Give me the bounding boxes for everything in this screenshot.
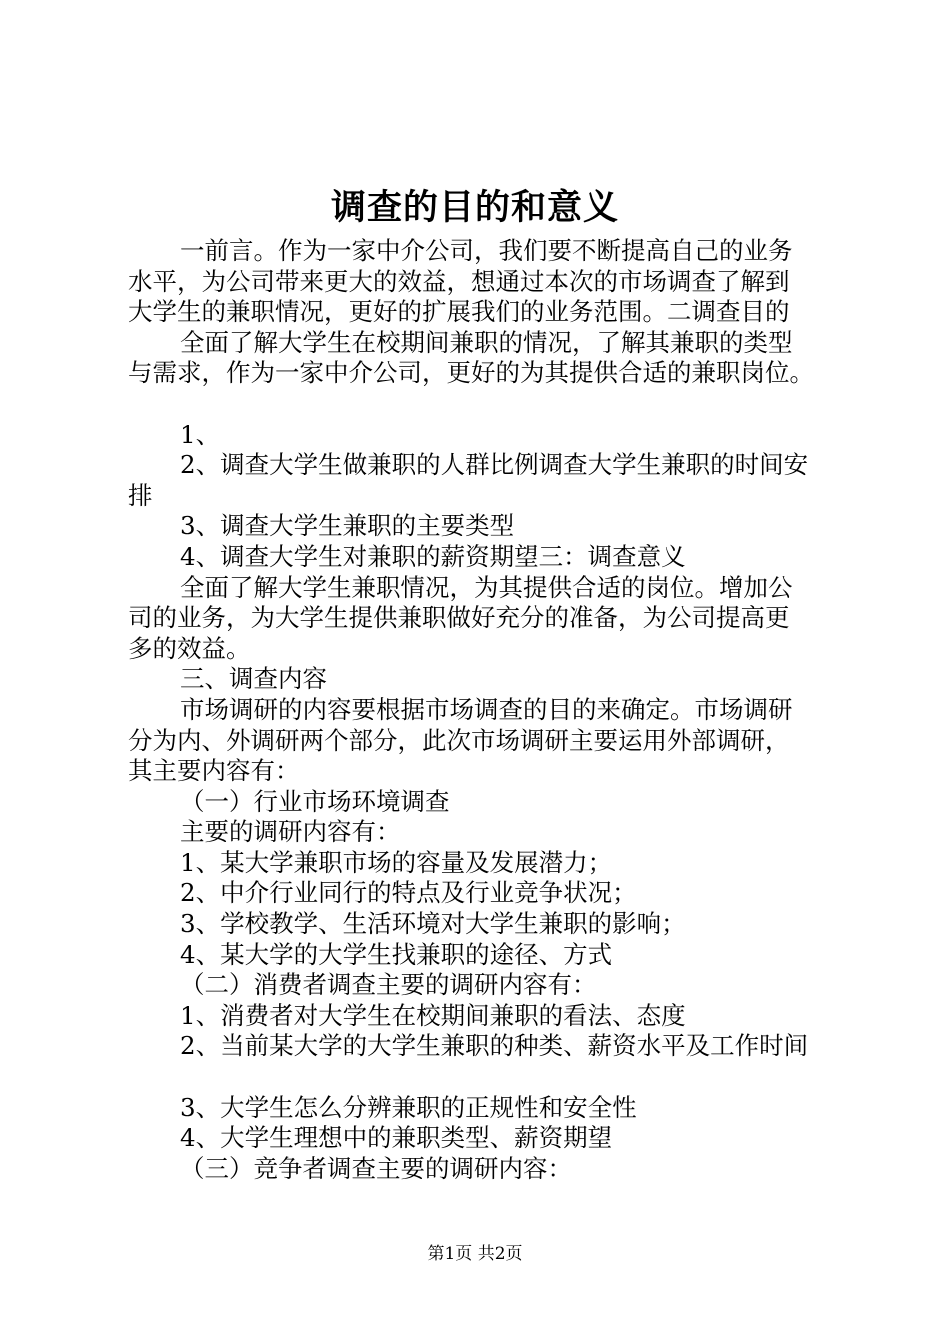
list-item: 4、调查大学生对兼职的薪资期望三：调查意义 — [180, 541, 686, 571]
page-footer: 第1页 共2页 — [427, 1244, 523, 1264]
list-item: 2、调查大学生做兼职的人群比例调查大学生兼职的时间安 — [180, 450, 809, 480]
list-item: 1、某大学兼职市场的容量及发展潜力； — [180, 847, 613, 877]
paragraph-line: 市场调研的内容要根据市场调查的目的来确定。市场调研 — [180, 694, 793, 724]
paragraph-line: 排 — [128, 480, 153, 510]
paragraph-line: 全面了解大学生兼职情况，为其提供合适的岗位。增加公 — [180, 572, 793, 602]
list-item: 1、 — [180, 419, 221, 449]
document-title: 调查的目的和意义 — [330, 187, 619, 228]
paragraph-line: 与需求，作为一家中介公司，更好的为其提供合适的兼职岗位。 — [128, 358, 814, 388]
paragraph-line: 多的效益。 — [128, 633, 251, 663]
paragraph-line: 其主要内容有： — [128, 756, 300, 786]
paragraph-line: 分为内、外调研两个部分，此次市场调研主要运用外部调研， — [128, 725, 790, 755]
list-item: 4、某大学的大学生找兼职的途径、方式 — [180, 939, 613, 969]
paragraph-line: 大学生的兼职情况，更好的扩展我们的业务范围。二调查目的 — [128, 297, 790, 327]
list-item: 3、大学生怎么分辨兼职的正规性和安全性 — [180, 1092, 637, 1122]
list-item: 3、调查大学生兼职的主要类型 — [180, 511, 515, 541]
list-item: 4、大学生理想中的兼职类型、薪资期望 — [180, 1123, 613, 1153]
paragraph-line: 一前言。作为一家中介公司，我们要不断提高自己的业务 — [180, 236, 793, 265]
list-item: 2、中介行业同行的特点及行业竞争状况； — [180, 878, 637, 908]
list-item: 1、消费者对大学生在校期间兼职的看法、态度 — [180, 1000, 686, 1030]
section-heading: 三、调查内容 — [180, 664, 327, 694]
list-item: 2、当前某大学的大学生兼职的种类、薪资水平及工作时间 — [180, 1031, 809, 1061]
blank-line — [128, 389, 838, 420]
subsection-heading: （二）消费者调查主要的调研内容有： — [180, 970, 597, 1000]
blank-line — [128, 1062, 838, 1093]
paragraph-line: 水平，为公司带来更大的效益，想通过本次的市场调查了解到 — [128, 266, 790, 296]
paragraph-line: 主要的调研内容有： — [180, 817, 401, 847]
paragraph-line: 全面了解大学生在校期间兼职的情况，了解其兼职的类型 — [180, 327, 793, 357]
subsection-heading: （三）竞争者调查主要的调研内容： — [180, 1153, 572, 1183]
list-item: 3、学校教学、生活环境对大学生兼职的影响； — [180, 909, 686, 939]
document-body — [128, 236, 838, 1184]
subsection-heading: （一）行业市场环境调查 — [180, 786, 450, 816]
paragraph-line: 司的业务，为大学生提供兼职做好充分的准备，为公司提高更 — [128, 603, 790, 633]
